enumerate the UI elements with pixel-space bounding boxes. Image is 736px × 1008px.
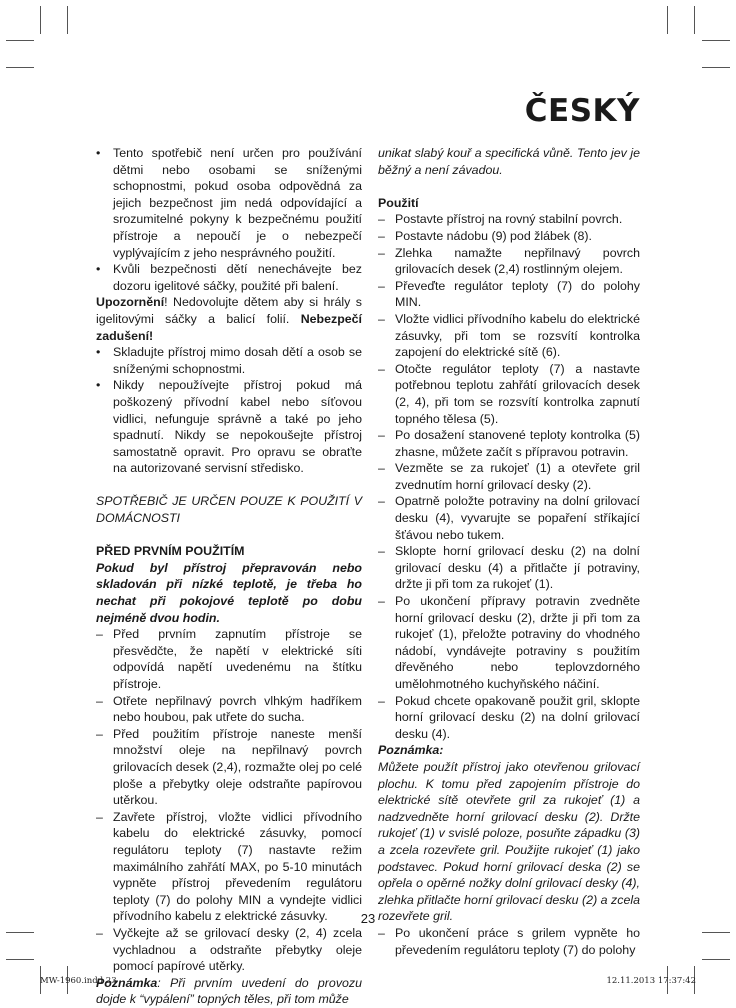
continued-text: unikat slabý kouř a specifická vůně. Tento jev je běžný a není závadou. (378, 146, 640, 177)
list-item: – Po ukončení práce s grilem vypněte ho převedením regulátoru teploty (7) do polohy (378, 925, 640, 957)
crop-mark (6, 932, 34, 933)
list-item: – Otočte regulátor teploty (7) a nastavte potřebnou teplotu zahřátí grilovacích desek (2, 4), při tom se rozsvítí kontrolka zapnutí topného tělesa (5). (378, 361, 640, 426)
footer-date: 12.11.2013 17:37:42 (606, 976, 696, 986)
list-item: – Pokud chcete opakovaně použit gril, sklopte horní grilovací desku (2) na dolní grilovací desku (4). (378, 693, 640, 741)
list-item: – Vezměte se za rukojeť (1) a otevřete gril zvednutím horní grilovací desky (2). (378, 461, 640, 492)
list-item: – Po dosažení stanovené teploty kontrolka (5) zhasne, můžete začít s přípravou potravin. (378, 428, 640, 459)
crop-mark (6, 959, 34, 960)
list-item: – Převeďte regulátor teploty (7) do polohy MIN. (378, 278, 640, 310)
crop-mark (702, 959, 730, 960)
list-item: – Vložte vidlici přívodního kabelu do elektrické zásuvky, při tom se rozsvítí kontrolka zapojení do elektrické sítě (6). (378, 311, 640, 360)
crop-mark (67, 6, 68, 34)
crop-mark (702, 932, 730, 933)
list-item: – Před prvním zapnutím přístroje se přesvědčte, že napětí v elektrické síti odpovídá napětí uvedenému na štítku přístroje. (96, 627, 362, 691)
list-item: • Kvůli bezpečnosti dětí nenechávejte bez dozoru igelitové sáčky, použité při balení. (96, 262, 362, 293)
list-item: – Zavřete přístroj, vložte vidlici přívodního kabelu do elektrické zásuvky, pomocí regulátoru teploty (7) nastavte režim maximálního zahřátí MAX, po 5-10 minutách vypněte přístroj převedením regulátoru teploty (7) do polohy MIN a vyndejte vidlici přívodního kabelu z elektrické zásuvky. (96, 809, 362, 924)
page-title: ČESKÝ (524, 93, 640, 129)
page-number: 23 (360, 911, 376, 926)
crop-mark (702, 67, 730, 68)
list-item: – Sklopte horní grilovací desku (2) na dolní grilovací desku (4) a přitlačte jí potraviny, držte ji při tom za rukojeť (1). (378, 544, 640, 592)
crop-mark (6, 40, 34, 41)
transport-note: Pokud byl přístroj přepravován nebo skladován při nízké teplotě, je třeba ho nechat při pokojové teplotě po dobu nejméně dvou hodin. (96, 560, 362, 625)
note-label: Poznámka (96, 975, 158, 990)
crop-mark (702, 40, 730, 41)
warning-paragraph: Upozornění! Nedovolujte dětem aby si hrály s igelitovými sáčky a balicí folií. Nebezpečí zadušení! (96, 295, 362, 343)
danger-label: Nebezpečí zadušení! (96, 311, 362, 343)
list-item: – Postavte přístroj na rovný stabilní povrch. (378, 212, 623, 227)
warning-label: Upozornění (96, 295, 165, 310)
list-item: – Postavte nádobu (9) pod žlábek (8). (378, 228, 592, 243)
note-text: Můžete použít přístroj jako otevřenou grilovací plochu. K tomu před zapojením přístroje do elektrické sítě otevřete gril za rukojeť (1) a nadzvedněte horní grilovací desku (2). Držte rukojeť (1) v svislé poloze, posuňte západku (3) a zcela rozevřete gril. Použijte rukojeť (1) jako podstavec. Pokud horní grilovací deska (2) se opřela o opěrné nožky dolní grilovací desky (4), zlehka přitlačte horní grilovací desku (2) a zcela rozevřete gril. (378, 759, 640, 924)
list-item: – Před použitím přístroje naneste menší množství oleje na nepřilnavý povrch grilovacích desek (2,4), rozmažte olej po celé ploše a přebytky oleje odstraňte papírovou utěrkou. (96, 726, 362, 808)
list-item: • Nikdy nepoužívejte přístroj pokud má poškozený přívodní kabel nebo síťovou vidlici, nefunguje správně a také po jeho spadnutí. Nikdy se nepokoušejte přístroj samostatně opravit. Pro opravu se obraťte na autorizované servisní středisko. (96, 378, 362, 476)
note-paragraph: Poznámka: Při prvním uvedení do provozu dojde k “vypálení” topných těles, při tom může (96, 975, 362, 1007)
left-column (96, 145, 362, 1008)
list-item: • Tento spotřebič není určen pro používání dětmi nebo osobami se sníženými schopnostmi, pokud osoba odpovědná za jejich bezpečnost jim nedá odpovídající a srozumitelné pokyny k bezpečnému použití přístroje a nepoučí je o nebezpečí vyplývajícím z jeho nesprávného použití. (96, 146, 362, 260)
footer-file: MW-1960.indd 23 (40, 976, 117, 986)
right-column (378, 145, 640, 958)
list-item: – Vyčkejte až se grilovací desky (2, 4) zcela vychladnou a odstraňte přebytky oleje pomocí papírové utěrky. (96, 925, 362, 974)
list-item: • Skladujte přístroj mimo dosah dětí a osob se sníženými schopnostmi. (96, 345, 362, 376)
crop-mark (40, 6, 41, 34)
list-item: – Otřete nepřilnavý povrch vlhkým hadříkem nebo houbou, pak utřete do sucha. (96, 693, 362, 725)
household-notice: SPOTŘEBIČ JE URČEN POUZE K POUŽITÍ V DOMÁCNOSTI (96, 494, 362, 526)
list-item: – Po ukončení přípravy potravin zvedněte horní grilovací desku (2), držte ji při tom za rukojeť (1), přeložte potraviny do vhodného nádobí, vyndávejte potraviny s použitím dřevěného nebo teplovzdorného umělohmotného kuchyňského náčiní. (378, 594, 640, 691)
note-heading: Poznámka: (378, 743, 444, 758)
section-heading-usage: Použití (378, 195, 419, 210)
list-item: – Zlehka namažte nepřilnavý povrch grilovacích desek (2,4) rostlinným olejem. (378, 245, 640, 277)
crop-mark (694, 6, 695, 34)
list-item: – Opatrně položte potraviny na dolní grilovací desku (4), vyvarujte se popaření stříkající šťávou nebo tukem. (378, 494, 640, 542)
crop-mark (667, 6, 668, 34)
section-heading-before-use: PŘED PRVNÍM POUŽITÍM (96, 544, 245, 559)
crop-mark (6, 67, 34, 68)
